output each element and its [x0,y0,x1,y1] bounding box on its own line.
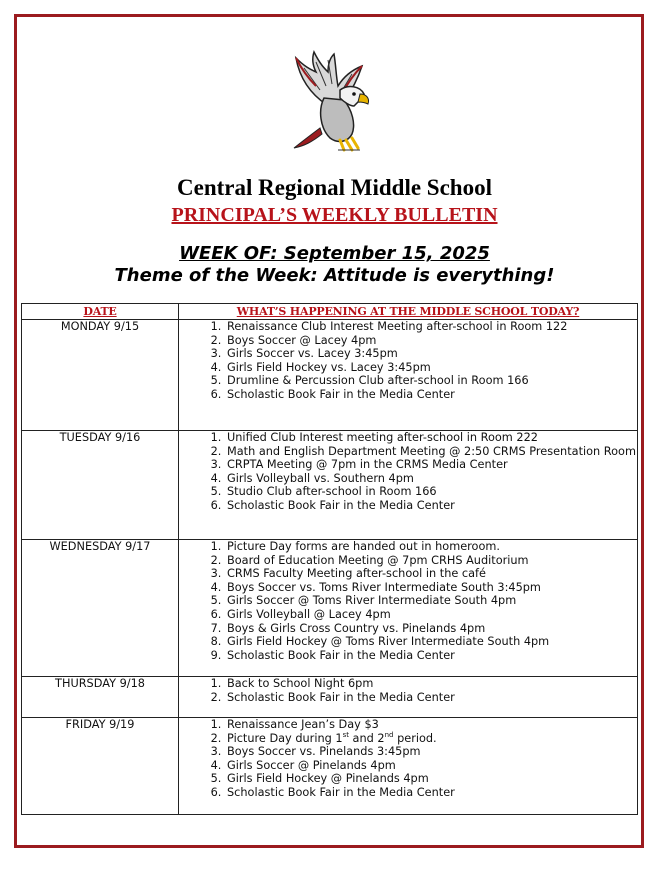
event-list [179,431,637,513]
day-events [179,677,638,718]
event-list [179,718,637,800]
list-item: 3. CRMS Faculty Meeting after-school in the café [225,567,637,581]
day-events [179,718,638,815]
list-item: 1. Renaissance Jean’s Day $3 [225,718,637,732]
list-item: 1. Back to School Night 6pm [225,677,637,691]
list-item: 2. Math and English Department Meeting @ 2:50 CRMS Presentation Room [225,445,637,459]
day-label: WEDNESDAY 9/17 [22,540,179,677]
list-item: 4. Girls Volleyball vs. Southern 4pm [225,472,637,486]
list-item: 7. Boys & Girls Cross Country vs. Pinelands 4pm [225,622,637,636]
list-item: 3. Girls Soccer vs. Lacey 3:45pm [225,347,637,361]
list-item: 1. Picture Day forms are handed out in homeroom. [225,540,637,554]
list-item: 6. Scholastic Book Fair in the Media Center [225,786,637,800]
event-list [179,320,637,402]
list-item: 6. Girls Volleyball @ Lacey 4pm [225,608,637,622]
list-item [225,732,637,746]
table-row [22,718,638,815]
list-item: 2. Boys Soccer @ Lacey 4pm [225,334,637,348]
list-item: 3. CRPTA Meeting @ 7pm in the CRMS Media Center [225,458,637,472]
bulletin-title: PRINCIPAL’S WEEKLY BULLETIN [171,204,498,226]
day-label: TUESDAY 9/16 [22,431,179,540]
events-column-header: WHAT’S HAPPENING AT THE MIDDLE SCHOOL TODAY? [179,304,638,320]
picture-day-text: period. [393,731,437,745]
list-item: 8. Girls Field Hockey @ Toms River Intermediate South 4pm [225,635,637,649]
eagle-mascot-icon [282,50,382,158]
table-row [22,320,638,431]
date-column-header: DATE [22,304,179,320]
theme-of-week: Theme of the Week: Attitude is everything! [114,265,555,286]
list-item: 5. Girls Field Hockey @ Pinelands 4pm [225,772,637,786]
table-row [22,677,638,718]
day-events [179,540,638,677]
school-name: Central Regional Middle School [177,175,492,200]
day-events [179,320,638,431]
list-item: 4. Girls Soccer @ Pinelands 4pm [225,759,637,773]
ordinal-suffix: st [342,730,349,739]
event-list [179,540,637,662]
list-item: 4. Girls Field Hockey vs. Lacey 3:45pm [225,361,637,375]
list-item: 5. Drumline & Percussion Club after-school in Room 166 [225,374,637,388]
table-row [22,540,638,677]
table-row [22,431,638,540]
week-of-heading: WEEK OF: September 15, 2025 [179,243,490,264]
day-events [179,431,638,540]
list-item: 3. Boys Soccer vs. Pinelands 3:45pm [225,745,637,759]
list-item: 4. Boys Soccer vs. Toms River Intermediate South 3:45pm [225,581,637,595]
list-item: 1. Renaissance Club Interest Meeting after-school in Room 122 [225,320,637,334]
day-label: MONDAY 9/15 [22,320,179,431]
day-label: FRIDAY 9/19 [22,718,179,815]
list-item: 2. Scholastic Book Fair in the Media Center [225,691,637,705]
schedule-table [21,303,638,815]
list-item: 5. Girls Soccer @ Toms River Intermediate South 4pm [225,594,637,608]
ordinal-suffix: nd [384,730,394,739]
list-item: 5. Studio Club after-school in Room 166 [225,485,637,499]
list-item: 1. Unified Club Interest meeting after-school in Room 222 [225,431,637,445]
list-item: 9. Scholastic Book Fair in the Media Center [225,649,637,663]
list-item: 2. Board of Education Meeting @ 7pm CRHS Auditorium [225,554,637,568]
event-list [179,677,637,704]
day-label: THURSDAY 9/18 [22,677,179,718]
picture-day-text: Picture Day during 1 [227,731,343,745]
list-item: 6. Scholastic Book Fair in the Media Center [225,499,637,513]
table-header-row [22,304,638,320]
list-item: 6. Scholastic Book Fair in the Media Center [225,388,637,402]
picture-day-text: and 2 [348,731,385,745]
